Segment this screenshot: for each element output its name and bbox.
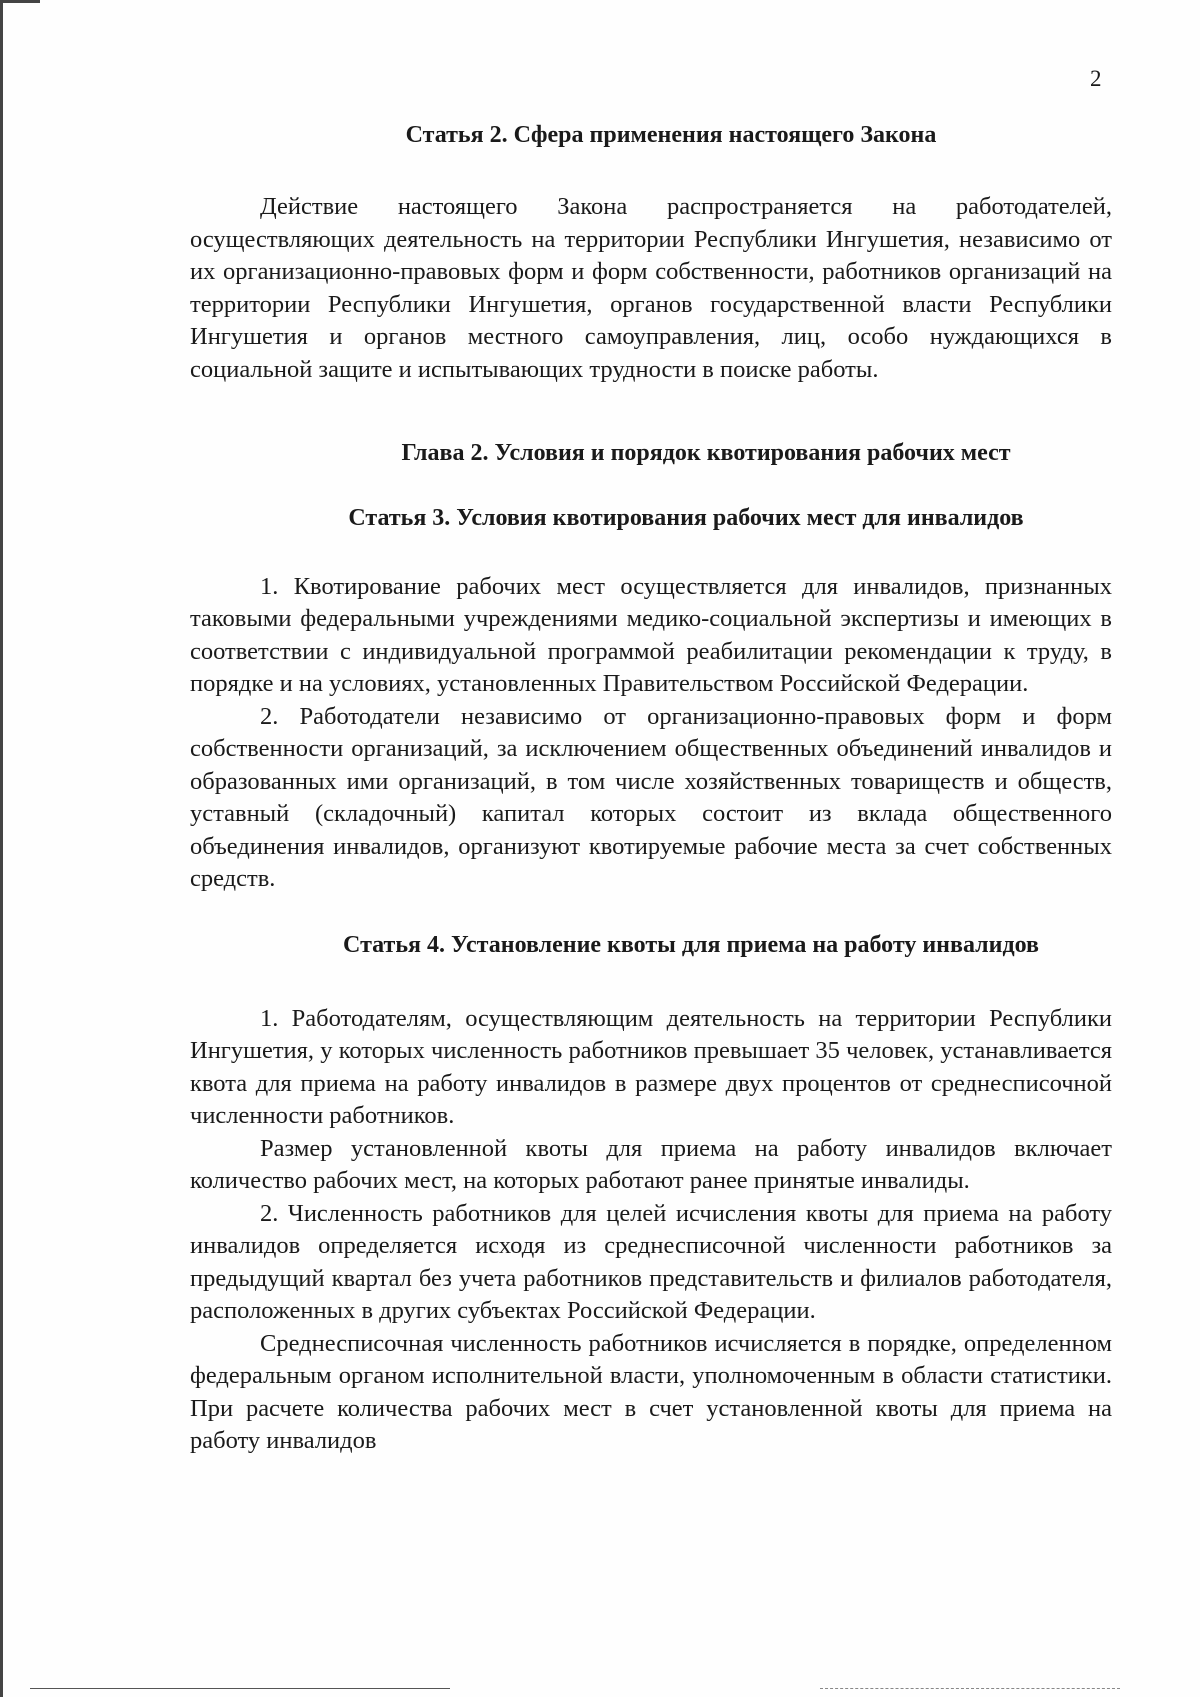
chapter-2-heading: Глава 2. Условия и порядок квотирования рабочих мест: [401, 440, 1011, 467]
article-2-heading: Статья 2. Сфера применения настоящего Закона: [405, 122, 937, 148]
article-4-paragraph-1: 1. Работодателям, осуществляющим деятельность на территории Республики Ингушетия, у которых численность работников превышает 35 человек, устанавливается квота для приема на работу инвалидов в размере двух процентов от среднесписочной численности работников.: [190, 1004, 1112, 1130]
article-4-paragraph-4: Среднесписочная численность работников исчисляется в порядке, определенном федеральным органом исполнительной власти, уполномоченным в области статистики. При расчете количества рабочих мест в счет установленной квоты для приема на работу инвалидов: [190, 1329, 1112, 1455]
article-4-heading: Статья 4. Установление квоты для приема на работу инвалидов: [343, 931, 1039, 958]
page-number: 2: [1090, 66, 1102, 91]
scan-bottom-line-right: [820, 1688, 1120, 1690]
article-2-paragraph-1: Действие настоящего Закона распространяется на работодателей, осуществляющих деятельность на территории Республики Ингушетия, независимо от их организационно-правовых форм и форм собственности, работников организаций на территории Республики Ингушетия, органов государственной власти Республики Ингушетия и органов местного самоуправления, лиц, особо нуждающихся в социальной защите и испытывающих трудности в поиске работы.: [190, 193, 1112, 383]
scan-bottom-line: [30, 1688, 450, 1689]
article-3-paragraph-1: 1. Квотирование рабочих мест осуществляется для инвалидов, признанных таковыми федеральными учреждениями медико-социальной экспертизы и имеющих в соответствии с индивидуальной программой реабилитации рекомендации к труду, в порядке и на условиях, установленных Правительством Российской Федерации.: [190, 572, 1112, 698]
document-body: [190, 120, 1112, 1458]
article-4-paragraph-2: Размер установленной квоты для приема на работу инвалидов включает количество рабочих мест, на которых работают ранее принятые инвалиды.: [190, 1134, 1112, 1195]
scan-edge-corner: [0, 0, 40, 3]
article-3-heading: Статья 3. Условия квотирования рабочих мест для инвалидов: [348, 505, 1024, 532]
article-4-paragraph-3: 2. Численность работников для целей исчисления квоты для приема на работу инвалидов определяется исходя из среднесписочной численности работников за предыдущий квартал без учета работников представительств и филиалов работодателя, расположенных в других субъектах Российской Федерации.: [190, 1199, 1112, 1325]
scan-edge: [0, 0, 3, 1697]
article-3-paragraph-2: 2. Работодатели независимо от организационно-правовых форм и форм собственности организаций, за исключением общественных объединений инвалидов и образованных ими организаций, в том числе хозяйственных товариществ и обществ, уставный (складочный) капитал которых состоит из вклада общественного объединения инвалидов, организуют квотируемые рабочие места за счет собственных средств.: [190, 702, 1112, 893]
